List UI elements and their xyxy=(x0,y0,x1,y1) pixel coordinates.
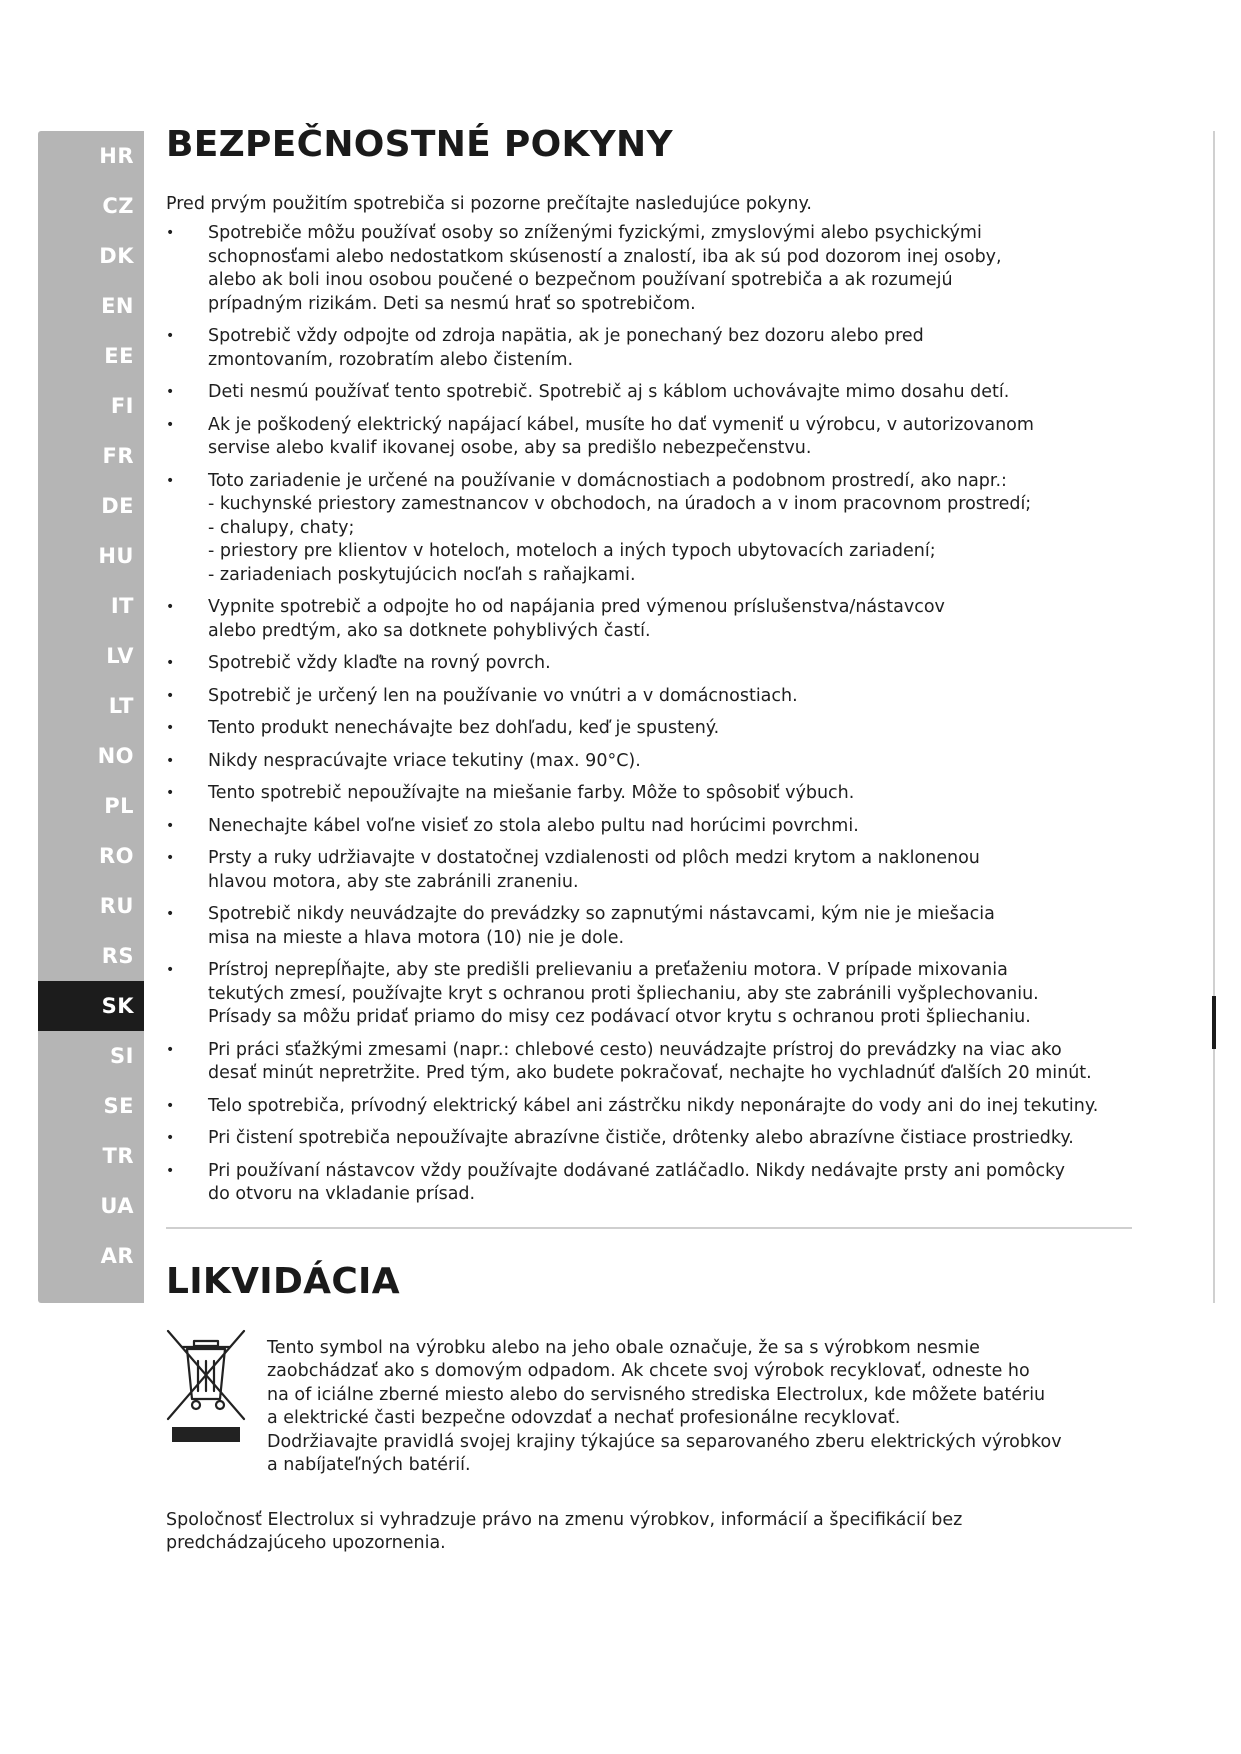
safety-rule: • Spotrebič vždy klaďte na rovný povrch. xyxy=(166,652,1136,676)
lang-tab-hr[interactable]: HR xyxy=(99,144,134,168)
safety-rule: • Tento produkt nenechávajte bez dohľadu, keď je spustený. xyxy=(166,717,1136,741)
lang-tab-lv[interactable]: LV xyxy=(106,644,134,668)
safety-rule: • Ak je poškodený elektrický napájací kábel, musíte ho dať vymeniť u výrobcu, v autorizovanom servise alebo kvalif ikovanej osobe, aby sa predišlo nebezpečenstvu. xyxy=(166,414,1136,461)
safety-rule: • Deti nesmú používať tento spotrebič. Spotrebič aj s káblom uchovávajte mimo dosahu detí. xyxy=(166,381,1136,405)
safety-rule: • Toto zariadenie je určené na používanie v domácnostiach a podobnom prostredí, ako napr.: - kuchynské priestory zamestnancov v obchodoch, na úradoch a v inom pracovnom prostredí; - chalupy, chaty; - priestory pre klientov v hoteloch, moteloch a iných typoch ubytovacích zariadení; - zariadeniach poskytujúcich nocľah s raňajkami. xyxy=(166,470,1136,588)
lang-tab-ee[interactable]: EE xyxy=(104,344,134,368)
disclaimer-footnote: Spoločnosť Electrolux si vyhradzuje právo na zmenu výrobkov, informácií a špecifikácií bez predchádzajúceho upozornenia. xyxy=(166,1509,963,1553)
lang-tab-tr[interactable]: TR xyxy=(102,1144,134,1168)
safety-rule: • Prsty a ruky udržiavajte v dostatočnej vzdialenosti od plôch medzi krytom a naklonenou hlavou motora, aby ste zabránili zraneniu. xyxy=(166,847,1136,894)
lang-tab-no[interactable]: NO xyxy=(97,744,134,768)
safety-rule: • Pri práci sťažkými zmesami (napr.: chlebové cesto) neuvádzajte prístroj do prevádzky na viac ako desať minút nepretržite. Pred tým, ako budete pokračovať, nechajte ho vychladnúť ďalších 20 minút. xyxy=(166,1039,1136,1086)
lang-tab-hu[interactable]: HU xyxy=(98,544,134,568)
lang-tab-cz[interactable]: CZ xyxy=(102,194,134,218)
lang-tab-ru[interactable]: RU xyxy=(99,894,134,918)
safety-rule: • Pri používaní nástavcov vždy používajte dodávané zatláčadlo. Nikdy nedávajte prsty ani pomôcky do otvoru na vkladanie prísad. xyxy=(166,1160,1136,1207)
right-margin-rule xyxy=(1213,131,1215,1303)
lang-tab-de[interactable]: DE xyxy=(101,494,134,518)
section-divider xyxy=(166,1227,1132,1229)
lang-tab-fr[interactable]: FR xyxy=(102,444,134,468)
lang-tab-lt[interactable]: LT xyxy=(108,694,134,718)
section-marker xyxy=(1212,996,1216,1049)
safety-rule: • Spotrebič je určený len na používanie vo vnútri a v domácnostiach. xyxy=(166,685,1136,709)
safety-rule: • Spotrebič vždy odpojte od zdroja napätia, ak je ponechaný bez dozoru alebo pred zmontovaním, rozobratím alebo čistením. xyxy=(166,325,1136,372)
safety-rule: • Prístroj neprepĺňajte, aby ste predišli prelievaniu a preťaženiu motora. V prípade mixovania tekutých zmesí, používajte kryt s ochranou proti špliechaniu, aby ste zabránili vyšplechovaniu. Prísady sa môžu pridať priamo do misy cez podávací otvor krytu s ochranou proti špliechaniu. xyxy=(166,959,1136,1030)
lang-tab-ro[interactable]: RO xyxy=(98,844,134,868)
safety-rule: • Telo spotrebiča, prívodný elektrický kábel ani zástrčku nikdy neponárajte do vody ani do inej tekutiny. xyxy=(166,1095,1136,1119)
lang-tab-pl[interactable]: PL xyxy=(104,794,134,818)
safety-intro: Pred prvým použitím spotrebiča si pozorne prečítajte nasledujúce pokyny. xyxy=(166,194,812,214)
safety-rule: • Tento spotrebič nepoužívajte na miešanie farby. Môže to spôsobiť výbuch. xyxy=(166,782,1136,806)
lang-tab-si[interactable]: SI xyxy=(110,1044,134,1068)
disposal-title: LIKVIDÁCIA xyxy=(166,1260,400,1302)
safety-rule: • Spotrebiče môžu používať osoby so zníženými fyzickými, zmyslovými alebo psychickými schopnosťami alebo nedostatkom skúseností a znalostí, iba ak sú pod dozorom inej osoby, alebo ak boli inou osobou poučené o bezpečnom používaní spotrebiča a ak rozumejú prípadným rizikám. Deti sa nesmú hrať so spotrebičom. xyxy=(166,222,1136,316)
lang-tab-ar[interactable]: AR xyxy=(100,1244,134,1268)
lang-tab-en[interactable]: EN xyxy=(101,294,134,318)
safety-rule: • Nikdy nespracúvajte vriace tekutiny (max. 90°C). xyxy=(166,750,1136,774)
safety-rule: • Vypnite spotrebič a odpojte ho od napájania pred výmenou príslušenstva/nástavcov alebo predtým, ako sa dotknete pohyblivých častí. xyxy=(166,596,1136,643)
safety-rule: • Pri čistení spotrebiča nepoužívajte abrazívne čističe, drôtenky alebo abrazívne čistiace prostriedky. xyxy=(166,1127,1136,1151)
lang-tab-rs[interactable]: RS xyxy=(101,944,134,968)
safety-rule: • Nenechajte kábel voľne visieť zo stola alebo pultu nad horúcimi povrchmi. xyxy=(166,815,1136,839)
safety-rule: • Spotrebič nikdy neuvádzajte do prevádzky so zapnutými nástavcami, kým nie je miešacia misa na mieste a hlava motora (10) nie je dole. xyxy=(166,903,1136,950)
main-content xyxy=(166,120,1136,1556)
disposal-section xyxy=(166,1327,1136,1487)
lang-tab-sk-active[interactable]: SK xyxy=(38,981,144,1031)
lang-tab-dk[interactable]: DK xyxy=(99,244,134,268)
crossed-out-bin-icon xyxy=(166,1327,246,1447)
disposal-text: Tento symbol na výrobku alebo na jeho obale označuje, že sa s výrobkom nesmie zaobchádzať ako s domovým odpadom. Ak chcete svoj výrobok recyklovať, odneste ho na of iciálne zberné miesto alebo do servisného strediska Electrolux, kde môžete batériu a elektrické časti bezpečne odovzdať a nechať profesionálne recyklovať. Dodržiavajte pravidlá svojej krajiny týkajúce sa separovaného zberu elektrických výrobkov a nabíjateľných batérií. xyxy=(267,1337,1062,1475)
language-sidebar xyxy=(38,131,144,1303)
lang-tab-it[interactable]: IT xyxy=(110,594,134,618)
lang-tab-ua[interactable]: UA xyxy=(100,1194,134,1218)
lang-tab-fi[interactable]: FI xyxy=(110,394,134,418)
safety-rules-list xyxy=(166,222,1136,1207)
safety-title: BEZPEČNOSTNÉ POKYNY xyxy=(166,124,673,165)
lang-tab-se[interactable]: SE xyxy=(103,1094,134,1118)
